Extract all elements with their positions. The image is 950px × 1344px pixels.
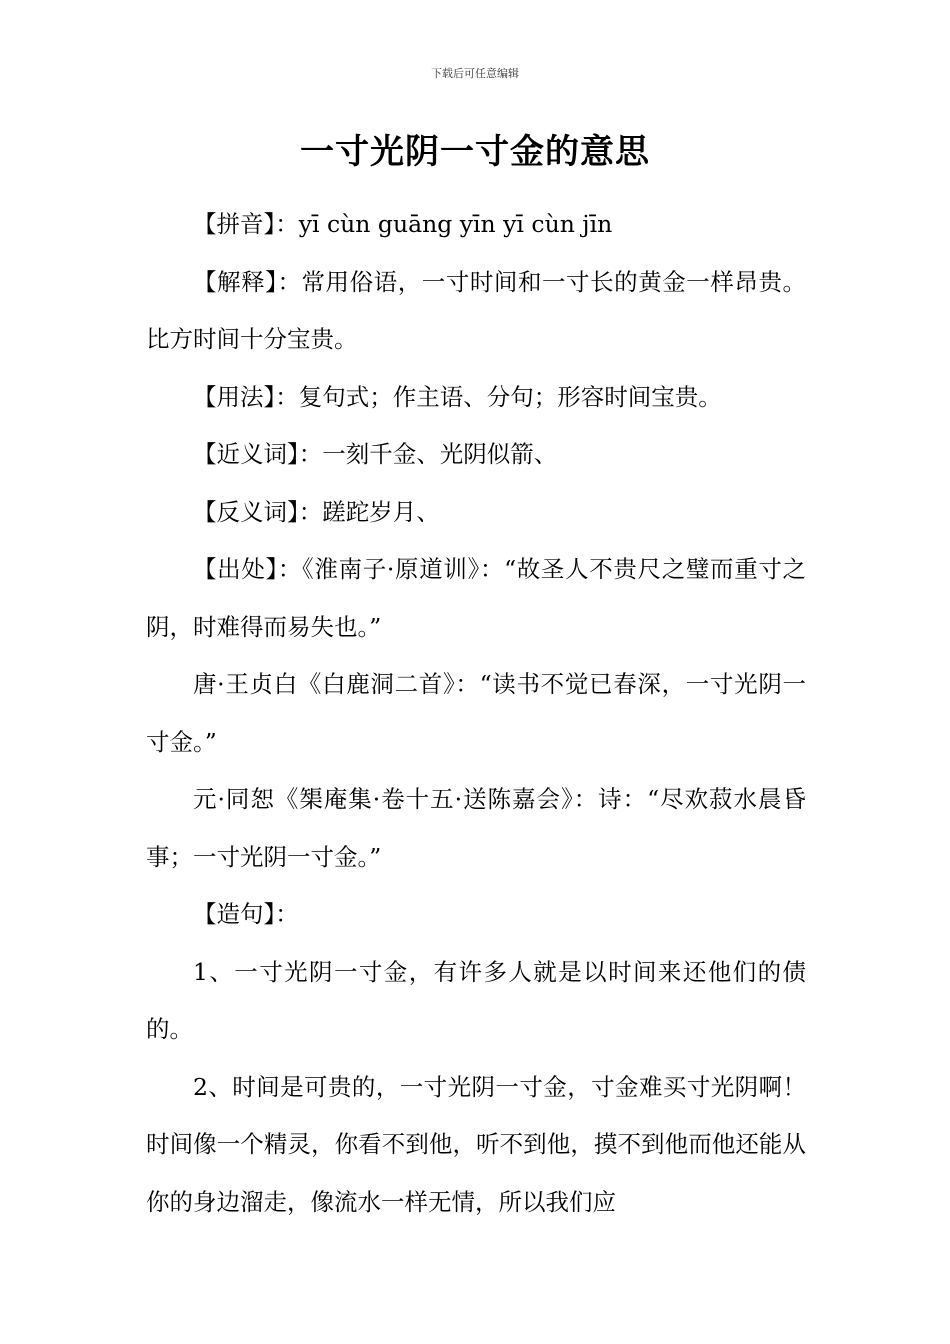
paragraph-text: 复句式；作主语、分句；形容时间宝贵。 — [298, 382, 722, 411]
paragraph-label: 【造句】： — [193, 900, 299, 928]
paragraph-text: yī cùn guāng yīn yī cùn jīn — [298, 210, 613, 238]
paragraph-text: 《淮南子·原道训》：“故圣人不贵尺之璧而重寸之阴，时难得而易失也。” — [146, 555, 807, 641]
paragraph-text: 常用俗语，一寸时间和一寸长的黄金一样昂贵。比方时间十分宝贵。 — [146, 267, 806, 353]
paragraph-label: 【用法】： — [193, 382, 299, 411]
paragraph-example-2 — [146, 1059, 806, 1232]
paragraph-label: 【反义词】： — [193, 497, 323, 526]
paragraph-text: 蹉跎岁月、 — [322, 497, 440, 526]
paragraph-label: 【出处】： — [193, 555, 303, 583]
paragraph-source — [146, 541, 806, 656]
header-note: 下载后可任意编辑 — [431, 67, 519, 80]
paragraph-label: 【近义词】： — [193, 440, 323, 468]
paragraph-label: 【解释】： — [193, 267, 302, 296]
paragraph-source-tang — [146, 656, 806, 771]
paragraph-synonyms — [146, 426, 806, 484]
paragraph-pinyin — [146, 196, 806, 254]
paragraph-text: 一刻千金、光阴似箭、 — [322, 440, 558, 468]
paragraph-explanation — [146, 254, 806, 369]
paragraph-text: 1、一寸光阴一寸金，有许多人就是以时间来还他们的债的。 — [146, 957, 806, 1043]
paragraph-source-yuan — [146, 771, 806, 886]
paragraph-label: 【拼音】： — [193, 210, 299, 238]
paragraph-examples-heading — [146, 886, 806, 944]
paragraph-usage — [146, 369, 806, 427]
paragraph-antonyms — [146, 484, 806, 542]
paragraph-text: 唐·王贞白《白鹿洞二首》：“读书不觉已春深，一寸光阴一寸金。” — [146, 670, 806, 756]
page-title: 一寸光阴一寸金的意思 — [300, 132, 650, 172]
paragraph-text: 元·同恕《榘庵集·卷十五·送陈嘉会》：诗：“尽欢菽水晨昏事；一寸光阴一寸金。” — [146, 785, 806, 871]
paragraph-text: 2、时间是可贵的，一寸光阴一寸金，寸金难买寸光阴啊！时间像一个精灵，你看不到他，听不到他，摸不到他而他还能从你的身边溜走，像流水一样无情，所以我们应 — [146, 1072, 806, 1216]
document-body — [146, 196, 806, 1231]
paragraph-example-1 — [146, 944, 806, 1059]
